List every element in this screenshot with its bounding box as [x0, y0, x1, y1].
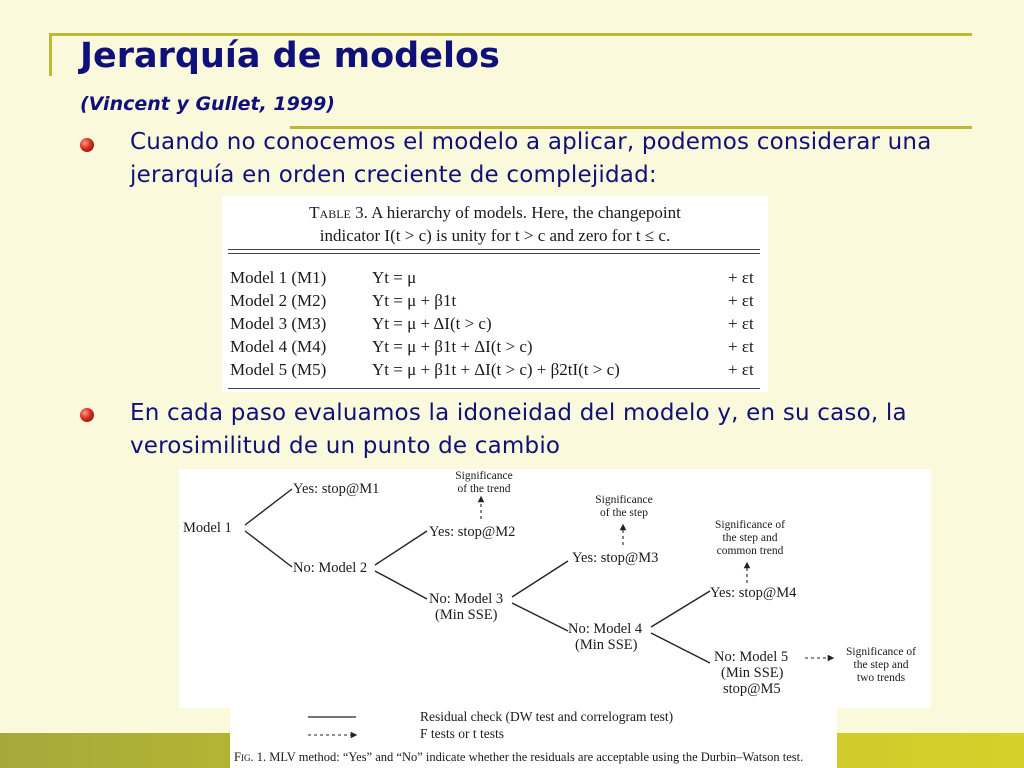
slide-title: Jerarquía de modelos: [80, 36, 500, 76]
table-caption-line2: indicator I(t > c) is unity for t > c and zero for t ≤ c.: [319, 226, 671, 245]
decorative-left-bar: [49, 33, 52, 76]
diagram-connectors: [179, 469, 931, 708]
note-significance-step-common-trend: Significance of the step and common trend: [715, 519, 785, 557]
table-caption: [222, 201, 768, 247]
node-model-4-min-sse: (Min SSE): [575, 637, 638, 653]
bullet-icon: [80, 138, 94, 152]
table-rule: [228, 388, 760, 389]
table-caption-line1: A hierarchy of models. Here, the changepoint: [371, 203, 681, 222]
model-name: Model 2 (M2): [230, 291, 327, 310]
note-significance-step-two-trends: Significance of the step and two trends: [846, 646, 916, 684]
figure-caption: [234, 750, 803, 765]
model-error-term: + εt: [728, 314, 754, 333]
slide-subtitle: (Vincent y Gullet, 1999): [80, 93, 335, 115]
table-row: [222, 268, 768, 291]
node-yes-stop-m3: Yes: stop@M3: [572, 550, 659, 566]
node-model-1: Model 1: [183, 520, 232, 536]
mlv-method-diagram: [179, 469, 931, 708]
model-expression: Yt = μ + β1t + ΔI(t > c) + β2tI(t > c): [372, 360, 620, 379]
table-row: [222, 360, 768, 383]
table-rule: [228, 249, 760, 250]
node-yes-stop-m2: Yes: stop@M2: [429, 524, 516, 540]
node-model-5-min-sse: (Min SSE): [721, 665, 784, 681]
node-no-model-3: No: Model 3: [429, 591, 504, 607]
branch-line: [651, 591, 710, 627]
figure-caption-label: Fig. 1.: [234, 750, 267, 764]
model-error-term: + εt: [728, 291, 754, 310]
branch-line: [375, 571, 427, 599]
node-yes-stop-m4: Yes: stop@M4: [710, 585, 797, 601]
table-rule: [228, 253, 760, 254]
model-error-term: + εt: [728, 268, 754, 287]
model-error-term: + εt: [728, 337, 754, 356]
model-error-term: + εt: [728, 360, 754, 379]
table-row: [222, 337, 768, 360]
legend-dashed-label: F tests or t tests: [420, 726, 505, 741]
table-row: [222, 314, 768, 337]
node-no-model-5: No: Model 5: [714, 649, 789, 665]
node-no-model-2: No: Model 2: [293, 560, 368, 576]
branch-line: [512, 603, 568, 631]
model-name: Model 1 (M1): [230, 268, 327, 287]
model-name: Model 5 (M5): [230, 360, 327, 379]
bullet-icon: [80, 408, 94, 422]
node-yes-stop-m1: Yes: stop@M1: [293, 481, 380, 497]
branch-line: [245, 531, 292, 567]
table-caption-label: Table 3.: [309, 203, 368, 222]
branch-line: [512, 561, 568, 597]
branch-line: [245, 489, 292, 525]
bullet-text-1: Cuando no conocemos el modelo a aplicar, podemos considerar una jerarquía en orden creciente de complejidad:: [130, 129, 932, 188]
note-significance-trend: Significance of the trend: [455, 470, 513, 495]
note-significance-step: Significance of the step: [595, 494, 653, 519]
model-hierarchy-table: [222, 196, 768, 392]
branch-line: [375, 531, 427, 565]
node-model-3-min-sse: (Min SSE): [435, 607, 498, 623]
diagram-legend: [230, 708, 837, 768]
model-name: Model 3 (M3): [230, 314, 327, 333]
legend-solid-label: Residual check (DW test and correlogram test): [420, 709, 674, 724]
model-expression: Yt = μ: [372, 268, 417, 287]
node-no-model-4: No: Model 4: [568, 621, 643, 637]
model-expression: Yt = μ + β1t + ΔI(t > c): [372, 337, 533, 356]
model-name: Model 4 (M4): [230, 337, 327, 356]
table-row: [222, 291, 768, 314]
model-expression: Yt = μ + β1t: [372, 291, 457, 310]
node-stop-m5: stop@M5: [723, 681, 781, 697]
model-expression: Yt = μ + ΔI(t > c): [372, 314, 492, 333]
branch-line: [651, 633, 710, 663]
figure-caption-text: MLV method: “Yes” and “No” indicate whether the residuals are acceptable using the Durbin–Watson test.: [269, 750, 804, 764]
bullet-text-2: En cada paso evaluamos la idoneidad del modelo y, en su caso, la verosimilitud de un punto de cambio: [130, 400, 907, 459]
